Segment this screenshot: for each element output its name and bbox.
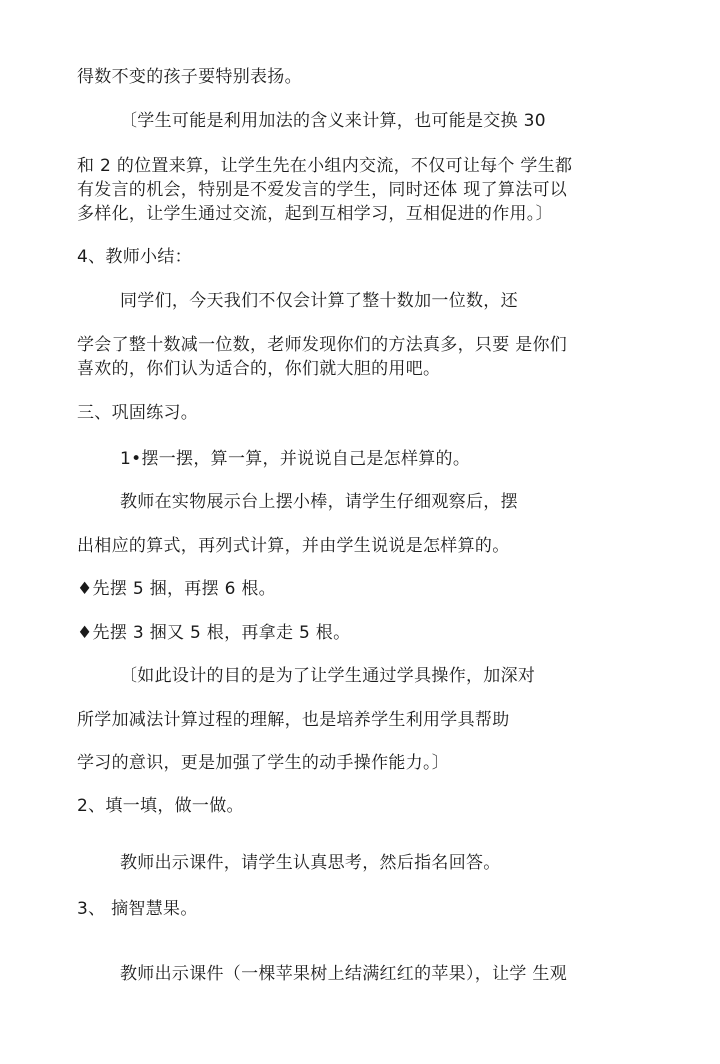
text-line: 1•摆一摆，算一算，并说说自己是怎样算的。 xyxy=(120,449,471,469)
bullet-item: ♦先摆 3 捆又 5 根，再拿走 5 根。 xyxy=(77,623,351,643)
text-line: 和 2 的位置来算，让学生先在小组内交流，不仅可让每个 学生都 xyxy=(77,156,573,176)
text-line: 多样化，让学生通过交流，起到互相学习，互相促进的作用。〕 xyxy=(77,204,553,224)
text-line: 同学们，今天我们不仅会计算了整十数加一位数，还 xyxy=(120,291,518,311)
text-line: 所学加减法计算过程的理解，也是培养学生利用学具帮助 xyxy=(77,710,510,730)
text-line: 〔学生可能是利用加法的含义来计算，也可能是交换 30 xyxy=(120,111,546,131)
section-heading: 三、巩固练习。 xyxy=(77,403,199,423)
text-line: 教师出示课件（一棵苹果树上结满红红的苹果），让学 生观 xyxy=(120,964,568,984)
section-heading: 3、 摘智慧果。 xyxy=(77,899,198,919)
text-line: 学习的意识，更是加强了学生的动手操作能力。〕 xyxy=(77,753,450,773)
text-line: 喜欢的，你们认为适合的，你们就大胆的用吧。 xyxy=(77,359,441,379)
bullet-item: ♦先摆 5 捆，再摆 6 根。 xyxy=(77,579,276,599)
text-line: 有发言的机会，特别是不爱发言的学生，同时还体 现了算法可以 xyxy=(77,180,568,200)
text-line: 得数不变的孩子要特别表扬。 xyxy=(77,67,302,87)
section-heading: 2、填一填，做一做。 xyxy=(77,796,244,816)
text-line: 教师出示课件，请学生认真思考，然后指名回答。 xyxy=(120,853,501,873)
text-line: 学会了整十数减一位数，老师发现你们的方法真多，只要 是你们 xyxy=(77,335,568,355)
text-line: 教师在实物展示台上摆小棒，请学生仔细观察后，摆 xyxy=(120,492,518,512)
text-line: 〔如此设计的目的是为了让学生通过学具操作，加深对 xyxy=(120,666,536,686)
section-heading: 4、教师小结： xyxy=(77,247,192,267)
text-line: 出相应的算式，再列式计算，并由学生说说是怎样算的。 xyxy=(77,536,510,556)
